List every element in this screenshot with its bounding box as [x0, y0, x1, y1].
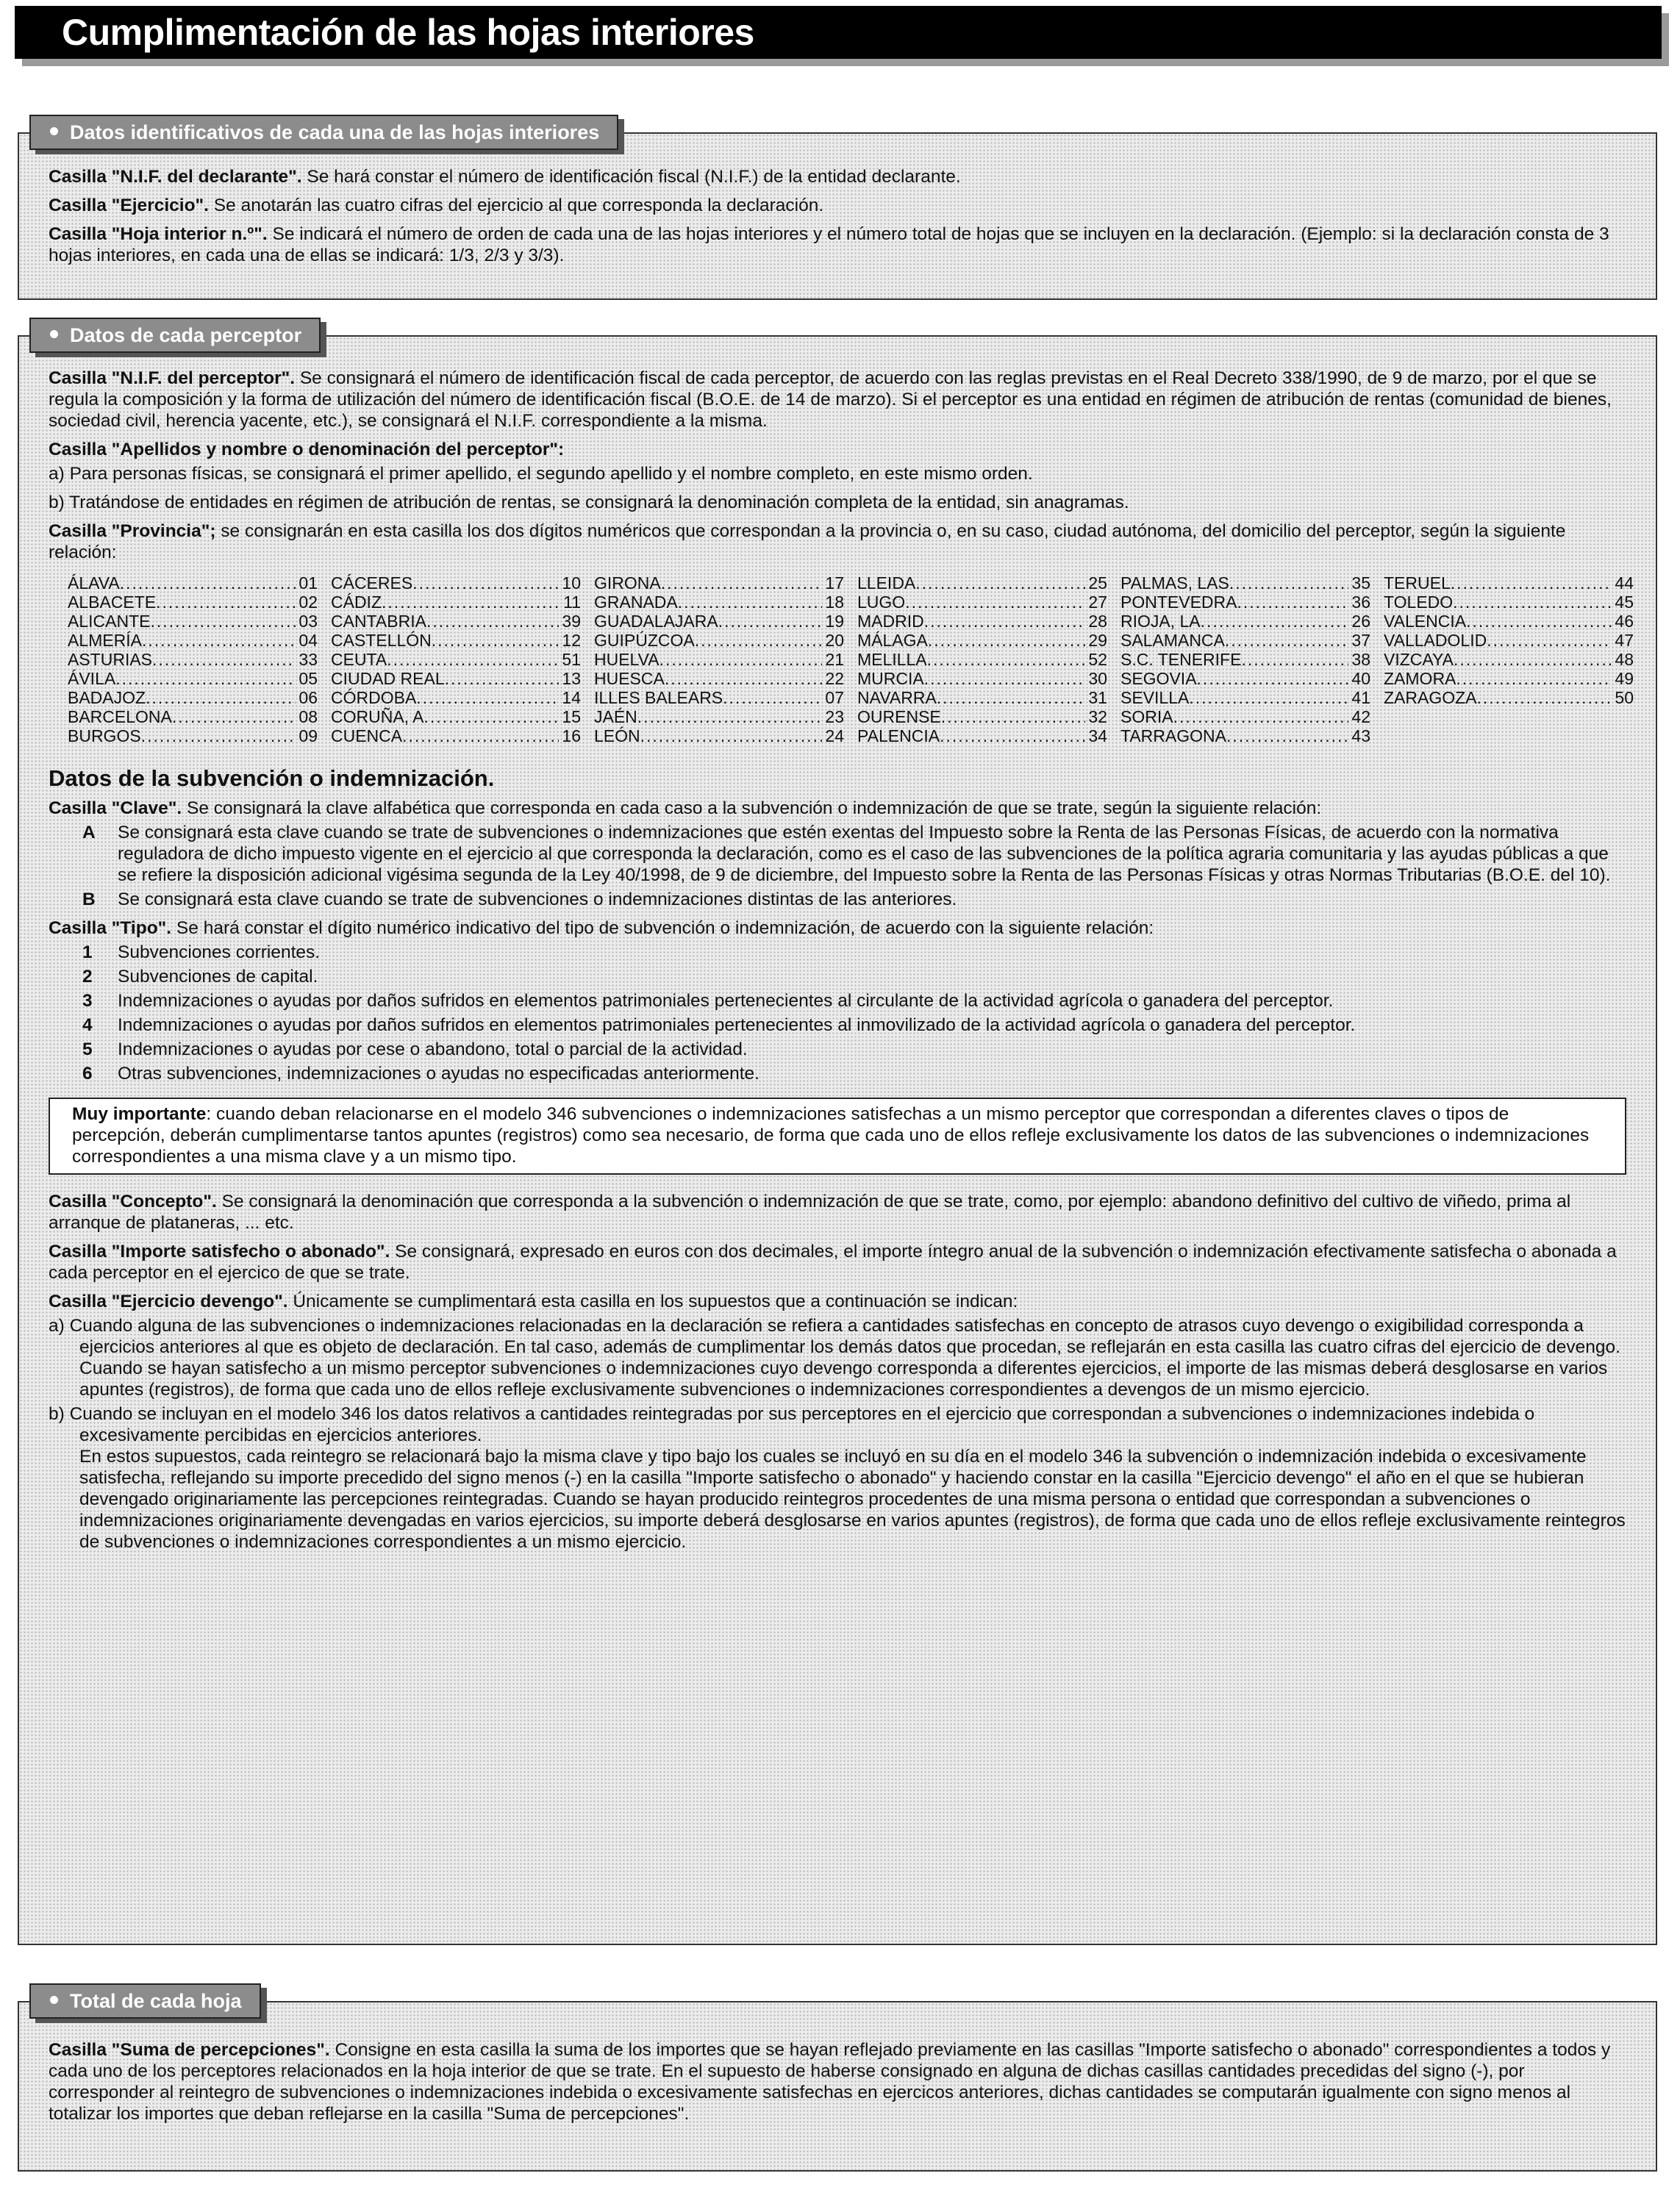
province-row	[594, 669, 844, 688]
province-name: JAÉN	[594, 707, 637, 726]
province-row	[857, 688, 1107, 707]
province-name: SEVILLA	[1120, 688, 1190, 707]
province-code: 52	[1088, 650, 1107, 669]
province-name: ALICANTE	[68, 612, 151, 631]
province-column	[1120, 573, 1370, 745]
leader-dots	[924, 669, 1086, 688]
province-code: 32	[1088, 707, 1107, 726]
paragraph-apellidos-b: b) Tratándose de entidades en régimen de atribución de rentas, se consignará la denominación completa de la entidad, sin anagramas.	[49, 493, 1129, 512]
province-row	[331, 612, 581, 631]
leader-dots	[142, 631, 296, 650]
heading-apellidos: Casilla "Apellidos y nombre o denominación del perceptor":	[49, 440, 565, 459]
province-name: CÁCERES	[331, 573, 413, 593]
province-name: GIRONA	[594, 573, 661, 593]
province-row	[331, 573, 581, 593]
province-name: ZAMORA	[1384, 669, 1456, 688]
leader-dots	[172, 707, 296, 726]
leader-dots	[115, 669, 296, 688]
province-row	[331, 593, 581, 612]
province-code: 15	[562, 707, 581, 726]
province-name: SEGOVIA	[1120, 669, 1197, 688]
province-name: GUADALAJARA	[594, 612, 718, 631]
province-name: NAVARRA	[857, 688, 937, 707]
list-item: 4 Indemnizaciones o ayudas por daños sufridos en elementos patrimoniales pertenecientes al inmovilizado de la actividad agrícola o ganadera del perceptor.	[82, 1015, 1356, 1035]
province-name: CANTABRIA	[331, 612, 426, 631]
province-code: 31	[1088, 688, 1107, 707]
province-name: CÁDIZ	[331, 593, 382, 612]
province-row	[331, 631, 581, 650]
province-code: 51	[562, 650, 581, 669]
province-name: LLEIDA	[857, 573, 916, 593]
province-row	[1120, 631, 1370, 650]
leader-dots	[718, 612, 823, 631]
province-name: ALBACETE	[68, 593, 157, 612]
province-code: 22	[825, 669, 844, 688]
province-row	[331, 669, 581, 688]
province-row	[857, 650, 1107, 669]
province-name: CASTELLÓN	[331, 631, 432, 650]
section-tab-label: Datos identificativos de cada una de las hojas interiores	[70, 121, 600, 143]
province-code: 30	[1088, 669, 1107, 688]
province-name: PALENCIA	[857, 726, 940, 745]
province-code: 28	[1088, 612, 1107, 631]
bullet-icon	[50, 127, 58, 135]
paragraph-devengo-b: b) Cuando se incluyan en el modelo 346 los datos relativos a cantidades reintegradas por sus perceptores en el ejercicio que correspondan a subvenciones o indemnizaciones indebida o excesivamente percibidas en ejercicios anteriores.	[49, 1404, 1535, 1445]
province-row	[1384, 688, 1634, 707]
paragraph-concepto: Casilla "Concepto". Se consignará la denominación que corresponda a la subvención o indemnización de que se trate, como, por ejemplo: abandono definitivo del cultivo de viñedo, prima al arranque de plataneras, ... etc.	[49, 1192, 1571, 1233]
paragraph-suma: Casilla "Suma de percepciones". Consigne en esta casilla la suma de los importes que se hayan reflejado previamente en las casillas "Importe satisfecho o abonado" correspondientes a todos y cada uno de los perceptores relacionados en la hoja interior de que se trate. En el supuesto de haberse consignado en alguna de dichas casillas cantidades precedidas del signo (-), por corresponder al reintegro de subvenciones o indemnizaciones indebida o excesivamente satisfechas en ejercicos anteriores, dichas cantidades se computarán igualmente con signo menos al totalizar los importes que deban reflejarse en la casilla "Suma de percepciones".	[49, 2040, 1611, 2124]
leader-dots	[941, 707, 1086, 726]
province-name: VALENCIA	[1384, 612, 1467, 631]
leader-dots	[412, 573, 559, 593]
province-name: CÓRDOBA	[331, 688, 417, 707]
leader-dots	[445, 669, 560, 688]
province-code: 12	[562, 631, 581, 650]
province-name: BURGOS	[68, 726, 141, 745]
province-row	[68, 631, 318, 650]
province-row	[68, 650, 318, 669]
province-row	[857, 726, 1107, 745]
section-tab	[29, 1983, 261, 2019]
province-name: ÁVILA	[68, 669, 116, 688]
province-code: 29	[1088, 631, 1107, 650]
province-row	[1120, 593, 1370, 612]
province-code: 13	[562, 669, 581, 688]
province-code: 20	[825, 631, 844, 650]
province-name: HUELVA	[594, 650, 660, 669]
paragraph-nif-declarante: Casilla "N.I.F. del declarante". Se hará constar el número de identificación fiscal (N.I.F.) de la entidad declarante.	[49, 167, 961, 187]
province-code: 21	[825, 650, 844, 669]
leader-dots	[416, 688, 559, 707]
province-row	[1120, 573, 1370, 593]
section-tab	[29, 318, 321, 353]
paragraph-provincia: Casilla "Provincia"; se consignarán en esta casilla los dos dígitos numéricos que correspondan a la provincia o, en su caso, ciudad autónoma, del domicilio del perceptor, según la siguiente relación:	[49, 521, 1566, 562]
page-header	[15, 6, 1662, 59]
leader-dots	[426, 612, 559, 631]
province-name: MELILLA	[857, 650, 927, 669]
province-row	[594, 573, 844, 593]
province-name: CORUÑA, A	[331, 707, 424, 726]
province-name: PALMAS, LAS	[1120, 573, 1229, 593]
bullet-icon	[50, 330, 58, 338]
province-code: 38	[1351, 650, 1370, 669]
leader-dots	[1226, 726, 1348, 745]
leader-dots	[402, 726, 559, 745]
leader-dots	[1225, 631, 1349, 650]
province-code: 48	[1615, 650, 1634, 669]
leader-dots	[924, 612, 1086, 631]
province-code: 41	[1351, 688, 1370, 707]
province-name: ALMERÍA	[68, 631, 142, 650]
list-item: 6 Otras subvenciones, indemnizaciones o ayudas no especificadas anteriormente.	[82, 1064, 759, 1084]
province-code: 33	[299, 650, 318, 669]
province-name: TARRAGONA	[1120, 726, 1226, 745]
leader-dots	[661, 573, 823, 593]
province-column	[68, 573, 318, 745]
province-name: SORIA	[1120, 707, 1173, 726]
leader-dots	[152, 650, 296, 669]
province-row	[594, 707, 844, 726]
leader-dots	[915, 573, 1085, 593]
province-code: 44	[1615, 573, 1634, 593]
province-name: RIOJA, LA	[1120, 612, 1201, 631]
province-code: 18	[825, 593, 844, 612]
subsection-heading: Datos de la subvención o indemnización.	[49, 765, 495, 791]
province-name: LEÓN	[594, 726, 640, 745]
leader-dots	[937, 688, 1086, 707]
province-name: OURENSE	[857, 707, 941, 726]
leader-dots	[640, 726, 823, 745]
leader-dots	[1189, 688, 1348, 707]
province-row	[68, 612, 318, 631]
province-row	[1120, 650, 1370, 669]
leader-dots	[927, 650, 1086, 669]
list-item: B Se consignará esta clave cuando se trate de subvenciones o indemnizaciones distintas de las anteriores.	[82, 890, 957, 909]
province-code: 07	[825, 688, 844, 707]
leader-dots	[940, 726, 1085, 745]
province-row	[1120, 612, 1370, 631]
leader-dots	[387, 650, 559, 669]
province-row	[857, 631, 1107, 650]
province-code: 23	[825, 707, 844, 726]
list-item: 2 Subvenciones de capital.	[82, 967, 318, 987]
province-code: 34	[1088, 726, 1107, 745]
leader-dots	[665, 669, 823, 688]
province-code: 04	[299, 631, 318, 650]
leader-dots	[723, 688, 822, 707]
leader-dots	[905, 593, 1085, 612]
paragraph-ejercicio: Casilla "Ejercicio". Se anotarán las cuatro cifras del ejercicio al que corresponda la declaración.	[49, 196, 824, 215]
leader-dots	[141, 726, 296, 745]
section-identificativos	[18, 121, 1657, 300]
province-code: 05	[299, 669, 318, 688]
province-column	[857, 573, 1107, 745]
province-row	[594, 650, 844, 669]
province-row	[594, 688, 844, 707]
province-name: TERUEL	[1384, 573, 1451, 593]
leader-dots	[678, 593, 823, 612]
province-code: 10	[562, 573, 581, 593]
province-row	[68, 573, 318, 593]
province-name: MADRID	[857, 612, 924, 631]
province-name: LUGO	[857, 593, 906, 612]
important-note: Muy importante: cuando deban relacionarse en el modelo 346 subvenciones o indemnizaciones satisfechas a un mismo perceptor que correspondan a diferentes claves o tipos de percepción, deberán cumplimentarse tantos apuntes (registros) como sea necesario, de forma que cada uno de ellos refleje exclusivamente los datos de las subvenciones o indemnizaciones correspondientes a una misma clave y a un mismo tipo.	[49, 1098, 1626, 1175]
province-code: 42	[1351, 707, 1370, 726]
province-name: CIUDAD REAL	[331, 669, 445, 688]
leader-dots	[695, 631, 823, 650]
paragraph-nif-perceptor: Casilla "N.I.F. del perceptor". Se consignará el número de identificación fiscal de cada perceptor, de acuerdo con las reglas previstas en el Real Decreto 338/1990, de 9 de marzo, por el que se regula la composición y la forma de utilización del número de identificación fiscal (B.O.E. de 14 de marzo). Si el perceptor es una entidad en régimen de atribución de rentas (comunidad de bienes, sociedad civil, herencia yacente, etc.), se consignará el N.I.F. correspondiente a la misma.	[49, 368, 1612, 431]
paragraph-devengo-a: a) Cuando alguna de las subvenciones o indemnizaciones relacionadas en la declaración se refiera a cantidades satisfechas en concepto de atrasos cuyo devengo o exigibilidad corresponda a ejercicios anteriores al que es objeto de declaración. En tal caso, además de cumplimentar los demás datos que procedan, se reflejarán en esta casilla las cuatro cifras del ejercicio de devengo.	[49, 1316, 1620, 1357]
province-row	[68, 593, 318, 612]
paragraph-devengo-a-cont: Cuando se hayan satisfecho a un mismo perceptor subvenciones o indemnizaciones cuyo devengo corresponda a diferentes ejercicios, el importe de las mismas deberá desglosarse en varios apuntes (registros), de forma que cada uno de ellos refleje exclusivamente subvenciones o indemnizaciones correspondientes a devengos de un mismo ejercicio.	[79, 1359, 1608, 1400]
province-row	[68, 688, 318, 707]
province-name: BADAJOZ	[68, 688, 146, 707]
province-code: 35	[1351, 573, 1370, 593]
leader-dots	[1477, 688, 1612, 707]
province-table	[68, 573, 1634, 745]
province-row	[1384, 669, 1634, 688]
province-row	[857, 593, 1107, 612]
province-code: 36	[1351, 593, 1370, 612]
province-row	[68, 726, 318, 745]
leader-dots	[928, 631, 1086, 650]
province-column	[1384, 573, 1634, 745]
province-row	[1120, 726, 1370, 745]
paragraph-devengo-b-cont: En estos supuestos, cada reintegro se relacionará bajo la misma clave y tipo bajo los cuales se incluyó en su día en el modelo 346 la subvención o indemnización indebida o excesivamente satisfecha, reflejando su importe precedido del signo menos (-) en la casilla "Importe satisfecho o abonado" y haciendo constar en la casilla "Ejercicio devengo" el año en el que se hubieran devengado originariamente las percepciones reintegradas. Cuando se hayan producido reintegros procedentes de una misma persona o entidad que correspondan a subvenciones o indemnizaciones originariamente devengadas en varios ejercicios, su importe deberá desglosarse en varios apuntes (registros), de forma que cada uno de ellos refleje exclusivamente reintegros de subvenciones o indemnizaciones correspondientes a un mismo ejercicio.	[79, 1447, 1626, 1552]
leader-dots	[1454, 650, 1612, 669]
province-name: ASTURIAS	[68, 650, 153, 669]
section-perceptor	[18, 324, 1657, 1945]
province-name: GRANADA	[594, 593, 678, 612]
list-item: 5 Indemnizaciones o ayudas por cese o abandono, total o parcial de la actividad.	[82, 1039, 748, 1059]
province-column	[594, 573, 844, 745]
province-code: 08	[299, 707, 318, 726]
province-name: MURCIA	[857, 669, 924, 688]
leader-dots	[146, 688, 296, 707]
province-name: CEUTA	[331, 650, 387, 669]
leader-dots	[1237, 593, 1348, 612]
province-name: HUESCA	[594, 669, 665, 688]
paragraph-clave: Casilla "Clave". Se consignará la clave alfabética que corresponda en cada caso a la subvención o indemnización de que se trate, según la siguiente relación:	[49, 798, 1322, 818]
province-row	[594, 612, 844, 631]
leader-dots	[1197, 669, 1349, 688]
province-row	[1384, 650, 1634, 669]
leader-dots	[156, 593, 296, 612]
paragraph-hoja-interior: Casilla "Hoja interior n.º". Se indicará el número de orden de cada una de las hojas interiores y el número total de hojas que se incluyen en la declaración. (Ejemplo: si la declaración consta de 3 hojas interiores, en cada una de ellas se indicará: 1/3, 2/3 y 3/3).	[49, 224, 1609, 265]
province-row	[594, 726, 844, 745]
province-row	[331, 650, 581, 669]
leader-dots	[1241, 650, 1348, 669]
province-code: 47	[1615, 631, 1634, 650]
leader-dots	[637, 707, 823, 726]
section-tab	[29, 115, 618, 150]
province-name: ILLES BALEARS	[594, 688, 723, 707]
leader-dots	[120, 573, 296, 593]
province-name: GUIPÚZCOA	[594, 631, 695, 650]
province-code: 09	[299, 726, 318, 745]
province-code: 26	[1351, 612, 1370, 631]
province-name: BARCELONA	[68, 707, 172, 726]
leader-dots	[424, 707, 560, 726]
province-code: 25	[1088, 573, 1107, 593]
province-code: 14	[562, 688, 581, 707]
leader-dots	[1453, 593, 1612, 612]
paragraph-importe: Casilla "Importe satisfecho o abonado". Se consignará, expresado en euros con dos decimales, el importe íntegro anual de la subvención o indemnización efectivamente satisfecha o abonada a cada perceptor en el ejercico de que se trate.	[49, 1242, 1617, 1283]
province-code: 45	[1615, 593, 1634, 612]
province-row	[1120, 707, 1370, 726]
leader-dots	[1229, 573, 1349, 593]
section-tab-label: Total de cada hoja	[70, 1990, 242, 2012]
province-code: 46	[1615, 612, 1634, 631]
province-name: CUENCA	[331, 726, 403, 745]
province-code: 11	[563, 593, 581, 612]
province-row	[857, 707, 1107, 726]
list-item: 1 Subvenciones corrientes.	[82, 942, 321, 962]
province-row	[857, 669, 1107, 688]
leader-dots	[382, 593, 560, 612]
province-code: 49	[1615, 669, 1634, 688]
province-name: MÁLAGA	[857, 631, 928, 650]
province-code: 24	[825, 726, 844, 745]
province-code: 19	[825, 612, 844, 631]
province-code: 02	[299, 593, 318, 612]
province-row	[1120, 669, 1370, 688]
province-row	[1384, 593, 1634, 612]
list-item: A Se consignará esta clave cuando se trate de subvenciones o indemnizaciones que estén exentas del Impuesto sobre la Renta de las Personas Físicas, de acuerdo con la normativa reguladora de dicho impuesto vigente en el ejercicio al que corresponda la declaración, como es el caso de las subvenciones de la política agraria comunitaria y las ayudas públicas a que se refiere la disposición adicional vigésima segunda de la Ley 40/1998, de 9 de diciembre, del Impuesto sobre la Renta de las Personas Físicas y otras Normas Tributarias (B.O.E. del 10).	[82, 823, 1611, 885]
province-name: S.C. TENERIFE	[1120, 650, 1242, 669]
province-code: 06	[299, 688, 318, 707]
paragraph-apellidos-a: a) Para personas físicas, se consignará el primer apellido, el segundo apellido y el nombre completo, en este mismo orden.	[49, 464, 1033, 484]
section-total	[18, 1990, 1657, 2172]
province-name: ÁLAVA	[68, 573, 120, 593]
province-code: 16	[562, 726, 581, 745]
province-code: 37	[1351, 631, 1370, 650]
bullet-icon	[50, 1996, 58, 2004]
province-code: 27	[1088, 593, 1107, 612]
province-code: 03	[299, 612, 318, 631]
paragraph-tipo: Casilla "Tipo". Se hará constar el dígito numérico indicativo del tipo de subvención o indemnización, de acuerdo con la siguiente relación:	[49, 918, 1154, 938]
province-row	[68, 669, 318, 688]
leader-dots	[1201, 612, 1349, 631]
leader-dots	[1173, 707, 1349, 726]
province-row	[68, 707, 318, 726]
province-row	[1384, 612, 1634, 631]
section-tab-label: Datos de cada perceptor	[70, 324, 302, 346]
province-name: TOLEDO	[1384, 593, 1454, 612]
province-code: 01	[299, 573, 318, 593]
province-row	[857, 573, 1107, 593]
province-name: PONTEVEDRA	[1120, 593, 1237, 612]
province-row	[331, 688, 581, 707]
paragraph-devengo: Casilla "Ejercicio devengo". Únicamente se cumplimentará esta casilla en los supuestos que a continuación se indican:	[49, 1292, 1018, 1311]
leader-dots	[1466, 612, 1612, 631]
province-code: 50	[1615, 688, 1634, 707]
province-row	[1120, 688, 1370, 707]
leader-dots	[660, 650, 823, 669]
province-row	[857, 612, 1107, 631]
page-title: Cumplimentación de las hojas interiores	[62, 12, 754, 53]
leader-dots	[432, 631, 560, 650]
province-row	[594, 631, 844, 650]
leader-dots	[1456, 669, 1612, 688]
list-item: 3 Indemnizaciones o ayudas por daños sufridos en elementos patrimoniales pertenecientes al circulante de la actividad agrícola o ganadera del perceptor.	[82, 991, 1334, 1011]
province-row	[1384, 573, 1634, 593]
province-code: 17	[825, 573, 844, 593]
province-code: 40	[1351, 669, 1370, 688]
leader-dots	[150, 612, 296, 631]
leader-dots	[1451, 573, 1612, 593]
province-name: ZARAGOZA	[1384, 688, 1477, 707]
province-code: 39	[562, 612, 581, 631]
province-column	[331, 573, 581, 745]
province-name: SALAMANCA	[1120, 631, 1225, 650]
province-row	[594, 593, 844, 612]
province-name: VALLADOLID	[1384, 631, 1487, 650]
leader-dots	[1487, 631, 1612, 650]
province-row	[331, 726, 581, 745]
province-code: 43	[1351, 726, 1370, 745]
province-name: VIZCAYA	[1384, 650, 1454, 669]
province-row	[331, 707, 581, 726]
province-row	[1384, 631, 1634, 650]
